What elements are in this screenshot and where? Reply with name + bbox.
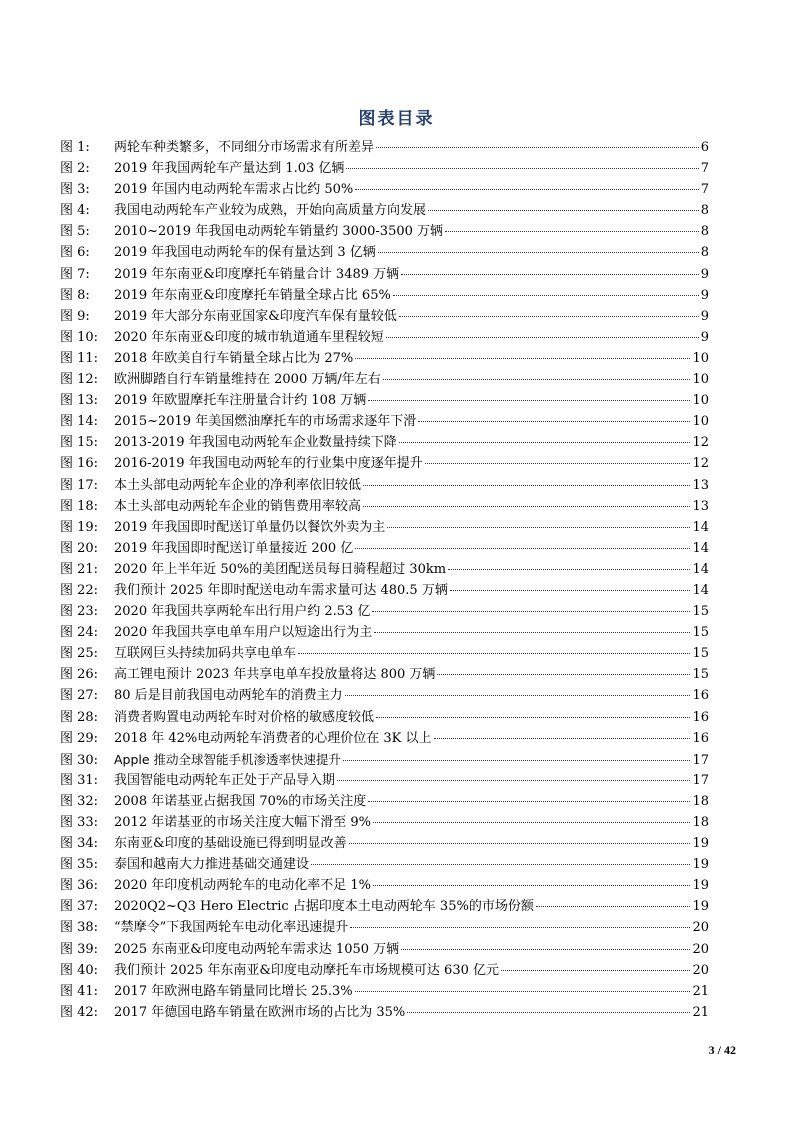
leader-dots bbox=[346, 168, 698, 169]
leader-dots bbox=[376, 717, 690, 718]
leader-dots bbox=[378, 252, 699, 253]
toc-entry[interactable] bbox=[60, 770, 709, 791]
figure-label: 图 39: bbox=[60, 941, 99, 957]
leader-dots bbox=[407, 1012, 690, 1013]
figure-label: 图 4: bbox=[60, 203, 90, 219]
page-ref[interactable]: 21 bbox=[692, 1004, 709, 1020]
leader-dots bbox=[401, 949, 690, 950]
leader-dots bbox=[536, 906, 691, 907]
figure-title[interactable]: 本土头部电动两轮车企业的净利率依旧较低 bbox=[114, 477, 362, 493]
figure-label: 图 37: bbox=[60, 899, 99, 915]
toc-entry[interactable] bbox=[60, 517, 709, 538]
page-ref[interactable]: 7 bbox=[700, 182, 709, 198]
page-ref[interactable]: 9 bbox=[700, 308, 709, 324]
figure-title[interactable]: 我们预计 2025 年即时配送电动车需求量可达 480.5 万辆 bbox=[114, 582, 448, 598]
figure-title[interactable]: 2019 年大部分东南亚国家&印度汽车保有量较低 bbox=[114, 308, 397, 324]
figure-label: 图 25: bbox=[60, 646, 99, 662]
page-ref[interactable]: 18 bbox=[692, 815, 709, 830]
leader-dots bbox=[368, 400, 690, 401]
toc-entry[interactable] bbox=[60, 728, 709, 749]
toc-entry[interactable] bbox=[60, 432, 709, 453]
figure-label: 图 29: bbox=[60, 730, 99, 746]
toc-entry[interactable] bbox=[60, 1002, 709, 1023]
figure-label: 图 30: bbox=[60, 752, 99, 768]
figure-title[interactable]: 80 后是目前我国电动两轮车的消费主力 bbox=[114, 688, 343, 704]
leader-dots bbox=[355, 548, 690, 549]
figure-title[interactable]: 2019 年我国电动两轮车的保有量达到 3 亿辆 bbox=[114, 245, 376, 261]
figure-title[interactable]: 2019 年东南亚&印度摩托车销量全球占比 65% bbox=[114, 287, 391, 303]
figure-title[interactable]: Apple 推动全球智能手机渗透率快速提升 bbox=[114, 751, 342, 767]
figure-title[interactable]: 我国电动两轮车产业较为成熟，开始向高质量方向发展 bbox=[114, 203, 427, 219]
leader-dots bbox=[373, 822, 690, 823]
figure-title[interactable]: 2020Q2~Q3 Hero Electric 占据印度本土电动两轮车 35%的市场份额 bbox=[114, 899, 534, 915]
page-ref[interactable]: 18 bbox=[692, 793, 709, 809]
figure-label: 图 7: bbox=[60, 266, 90, 282]
figure-title[interactable]: 2020 年上半年近 50%的美团配送员每日骑程超过 30km bbox=[114, 561, 447, 577]
figure-title[interactable]: 2018 年欧美自行车销量全球占比为 27% bbox=[114, 350, 354, 366]
leader-dots bbox=[448, 569, 690, 570]
page-number: 3 / 42 bbox=[708, 1043, 736, 1057]
figure-label: 图 20: bbox=[60, 540, 99, 556]
leader-dots bbox=[374, 632, 690, 633]
figure-label: 图 9: bbox=[60, 308, 90, 324]
page-ref[interactable]: 19 bbox=[692, 857, 709, 873]
page-ref[interactable]: 14 bbox=[692, 519, 709, 535]
figure-label: 图 1: bbox=[60, 140, 90, 155]
page-ref[interactable]: 20 bbox=[692, 920, 709, 936]
page-ref[interactable]: 14 bbox=[692, 540, 709, 556]
toc-entry[interactable] bbox=[60, 812, 709, 833]
page-ref[interactable]: 10 bbox=[692, 393, 709, 409]
leader-dots bbox=[345, 695, 691, 696]
toc-entry[interactable] bbox=[60, 685, 709, 706]
page-ref[interactable]: 10 bbox=[692, 350, 709, 366]
figure-label: 图 24: bbox=[60, 625, 99, 641]
leader-dots bbox=[368, 801, 690, 802]
page-ref[interactable]: 8 bbox=[700, 224, 709, 240]
figure-title[interactable]: “禁摩令”下我国两轮车电动化率迅速提升 bbox=[114, 920, 349, 936]
page-ref[interactable]: 9 bbox=[700, 287, 709, 303]
leader-dots bbox=[363, 485, 690, 486]
figure-title[interactable]: 2019 年我国即时配送订单量仍以餐饮外卖为主 bbox=[114, 519, 386, 535]
figure-label: 图 15: bbox=[60, 435, 99, 451]
leader-dots bbox=[383, 379, 691, 380]
toc-entry[interactable] bbox=[60, 179, 709, 200]
toc-entry[interactable] bbox=[60, 601, 709, 622]
toc-entry[interactable] bbox=[60, 622, 709, 643]
figure-list bbox=[60, 137, 709, 1023]
figure-title[interactable]: 东南亚&印度的基础设施已得到明显改善 bbox=[114, 836, 347, 852]
leader-dots bbox=[393, 295, 699, 296]
figure-label: 图 21: bbox=[60, 561, 99, 577]
figure-label: 图 38: bbox=[60, 920, 99, 936]
figure-title[interactable]: 本土头部电动两轮车企业的销售费用率较高 bbox=[114, 498, 362, 514]
toc-entry[interactable] bbox=[60, 158, 709, 179]
figure-label: 图 42: bbox=[60, 1004, 99, 1020]
leader-dots bbox=[311, 864, 690, 865]
figure-label: 图 36: bbox=[60, 878, 99, 894]
toc-entry[interactable] bbox=[60, 137, 709, 158]
figure-label: 图 35: bbox=[60, 857, 99, 873]
leader-dots bbox=[337, 780, 690, 781]
figure-label: 图 23: bbox=[60, 604, 99, 620]
figure-label: 图 5: bbox=[60, 224, 90, 240]
toc-entry[interactable] bbox=[60, 791, 709, 812]
page-title: 图表目录 bbox=[358, 109, 435, 129]
toc-entry[interactable] bbox=[60, 854, 709, 875]
figure-title[interactable]: 2025 东南亚&印度电动两轮车需求达 1050 万辆 bbox=[114, 941, 400, 957]
figure-label: 图 41: bbox=[60, 983, 99, 999]
leader-dots bbox=[450, 590, 691, 591]
leader-dots bbox=[372, 611, 690, 612]
leader-dots bbox=[355, 189, 698, 190]
page-ref[interactable]: 12 bbox=[692, 435, 709, 451]
figure-title[interactable]: 2020 年我国共享电单车用户以短途出行为主 bbox=[114, 625, 373, 641]
figure-title[interactable]: 2020 年印度机动两轮车的电动化率不足 1% bbox=[114, 878, 371, 894]
page-ref[interactable]: 20 bbox=[692, 941, 709, 957]
figure-title[interactable]: 2020 年我国共享两轮车出行用户约 2.53 亿 bbox=[114, 604, 371, 620]
page-ref[interactable]: 15 bbox=[692, 646, 709, 662]
figure-title[interactable]: 2015~2019 年美国燃油摩托车的市场需求逐年下滑 bbox=[114, 414, 417, 430]
toc-entry[interactable] bbox=[60, 917, 709, 938]
figure-title[interactable]: 2019 年我国两轮车产量达到 1.03 亿辆 bbox=[114, 161, 345, 177]
figure-label: 图 27: bbox=[60, 688, 99, 704]
leader-dots bbox=[386, 337, 699, 338]
toc-entry[interactable] bbox=[60, 538, 709, 559]
page-ref[interactable]: 15 bbox=[692, 625, 709, 641]
figure-title[interactable]: 2017 年德国电路车销量在欧洲市场的占比为 35% bbox=[114, 1004, 406, 1020]
leader-dots bbox=[350, 927, 690, 928]
page-ref[interactable]: 21 bbox=[692, 983, 709, 999]
figure-title[interactable]: 2016-2019 年我国电动两轮车的行业集中度逐年提升 bbox=[114, 456, 423, 472]
figure-title[interactable]: 泰国和越南大力推进基础交通建设 bbox=[114, 857, 310, 873]
page-ref[interactable]: 17 bbox=[692, 752, 709, 768]
figure-title[interactable]: 2008 年诺基亚占据我国 70%的市场关注度 bbox=[114, 793, 367, 809]
figure-label: 图 22: bbox=[60, 582, 99, 598]
leader-dots bbox=[437, 674, 690, 675]
figure-label: 图 17: bbox=[60, 477, 99, 493]
leader-dots bbox=[298, 653, 690, 654]
toc-entry[interactable] bbox=[60, 833, 709, 854]
page-ref[interactable]: 16 bbox=[692, 709, 709, 725]
leader-dots bbox=[387, 527, 690, 528]
figure-label: 图 16: bbox=[60, 456, 99, 472]
leader-dots bbox=[349, 843, 691, 844]
page-ref[interactable]: 12 bbox=[692, 456, 709, 472]
figure-label: 图 18: bbox=[60, 498, 99, 514]
toc-entry[interactable] bbox=[60, 390, 709, 411]
page-ref[interactable]: 6 bbox=[700, 140, 709, 155]
toc-entry[interactable] bbox=[60, 348, 709, 369]
figure-label: 图 8: bbox=[60, 287, 90, 303]
toc-entry[interactable] bbox=[60, 306, 709, 327]
page-ref[interactable]: 8 bbox=[700, 203, 709, 219]
toc-entry[interactable] bbox=[60, 475, 709, 496]
toc-entry[interactable] bbox=[60, 221, 709, 242]
figure-label: 图 14: bbox=[60, 414, 99, 430]
page-ref[interactable]: 13 bbox=[692, 498, 709, 514]
figure-label: 图 40: bbox=[60, 962, 99, 978]
toc-entry[interactable] bbox=[60, 896, 709, 917]
figure-label: 图 26: bbox=[60, 667, 99, 683]
toc-entry[interactable] bbox=[60, 981, 709, 1002]
figure-title[interactable]: 2010~2019 年我国电动两轮车销量约 3000-3500 万辆 bbox=[114, 224, 444, 240]
leader-dots bbox=[401, 274, 699, 275]
figure-title[interactable]: 2019 年东南亚&印度摩托车销量合计 3489 万辆 bbox=[114, 266, 400, 282]
page-ref[interactable]: 14 bbox=[692, 582, 709, 598]
page-ref[interactable]: 17 bbox=[692, 772, 709, 788]
toc-entry[interactable] bbox=[60, 200, 709, 221]
figure-label: 图 31: bbox=[60, 772, 99, 788]
figure-label: 图 28: bbox=[60, 709, 99, 725]
toc-entry[interactable] bbox=[60, 960, 709, 981]
page-ref[interactable]: 14 bbox=[692, 561, 709, 577]
figure-title[interactable]: 2019 年我国即时配送订单量接近 200 亿 bbox=[114, 540, 354, 556]
toc-entry[interactable] bbox=[60, 242, 709, 263]
toc-entry[interactable] bbox=[60, 264, 709, 285]
toc-entry[interactable] bbox=[60, 939, 709, 960]
leader-dots bbox=[445, 231, 699, 232]
figure-title[interactable]: 2019 年欧盟摩托车注册量合计约 108 万辆 bbox=[114, 393, 367, 409]
figure-label: 图 10: bbox=[60, 329, 99, 345]
page-ref[interactable]: 15 bbox=[692, 604, 709, 620]
page-ref[interactable]: 9 bbox=[700, 329, 709, 345]
figure-title[interactable]: 两轮车种类繁多，不同细分市场需求有所差异 bbox=[114, 140, 375, 155]
page-ref[interactable]: 20 bbox=[692, 962, 709, 978]
figure-label: 图 34: bbox=[60, 836, 99, 852]
figure-title[interactable]: 2013-2019 年我国电动两轮车企业数量持续下降 bbox=[114, 435, 397, 451]
page-ref[interactable]: 19 bbox=[692, 878, 709, 894]
figure-label: 图 12: bbox=[60, 372, 99, 388]
figure-label: 图 6: bbox=[60, 245, 90, 261]
leader-dots bbox=[376, 147, 699, 148]
figure-title[interactable]: 2012 年诺基亚的市场关注度大幅下滑至 9% bbox=[114, 815, 371, 830]
figure-title[interactable]: 欧洲脚踏自行车销量维持在 2000 万辆/年左右 bbox=[114, 372, 381, 388]
leader-dots bbox=[373, 885, 690, 886]
page-ref[interactable]: 16 bbox=[692, 688, 709, 704]
toc-entry[interactable] bbox=[60, 411, 709, 432]
page-ref[interactable]: 7 bbox=[700, 161, 709, 177]
toc-entry[interactable] bbox=[60, 643, 709, 664]
toc-entry[interactable] bbox=[60, 707, 709, 728]
leader-dots bbox=[343, 760, 690, 761]
page-ref[interactable]: 10 bbox=[692, 414, 709, 430]
figure-title[interactable]: 2017 年欧洲电路车销量同比增长 25.3% bbox=[114, 983, 353, 999]
figure-title[interactable]: 互联网巨头持续加码共享电单车 bbox=[114, 646, 297, 662]
leader-dots bbox=[434, 738, 691, 739]
figure-title[interactable]: 高工锂电预计 2023 年共享电单车投放量将达 800 万辆 bbox=[114, 667, 436, 683]
page-ref[interactable]: 10 bbox=[692, 372, 709, 388]
figure-label: 图 19: bbox=[60, 519, 99, 535]
toc-entry[interactable] bbox=[60, 664, 709, 685]
page-ref[interactable]: 16 bbox=[692, 730, 709, 746]
page-ref[interactable]: 19 bbox=[692, 899, 709, 915]
page-ref[interactable]: 15 bbox=[692, 667, 709, 683]
figure-label: 图 33: bbox=[60, 815, 99, 830]
toc-entry[interactable] bbox=[60, 327, 709, 348]
leader-dots bbox=[428, 210, 699, 211]
toc-entry[interactable] bbox=[60, 580, 709, 601]
toc-entry[interactable] bbox=[60, 559, 709, 580]
figure-label: 图 3: bbox=[60, 182, 90, 198]
figure-title[interactable]: 我国智能电动两轮车正处于产品导入期 bbox=[114, 772, 336, 788]
page-ref[interactable]: 9 bbox=[700, 266, 709, 282]
figure-label: 图 2: bbox=[60, 161, 90, 177]
leader-dots bbox=[399, 316, 699, 317]
leader-dots bbox=[363, 506, 690, 507]
figure-title[interactable]: 2019 年国内电动两轮车需求占比约 50% bbox=[114, 182, 354, 198]
leader-dots bbox=[418, 421, 690, 422]
toc-entry[interactable] bbox=[60, 875, 709, 896]
leader-dots bbox=[355, 358, 690, 359]
figure-label: 图 32: bbox=[60, 793, 99, 809]
figure-title[interactable]: 2018 年 42%电动两轮车消费者的心理价位在 3K 以上 bbox=[114, 730, 432, 746]
figure-title[interactable]: 我们预计 2025 年东南亚&印度电动摩托车市场规模可达 630 亿元 bbox=[114, 962, 499, 978]
toc-entry[interactable] bbox=[60, 453, 709, 474]
figure-label: 图 11: bbox=[60, 350, 99, 366]
leader-dots bbox=[355, 991, 691, 992]
toc-entry[interactable] bbox=[60, 749, 709, 770]
figure-label: 图 13: bbox=[60, 393, 99, 409]
page-ref[interactable]: 13 bbox=[692, 477, 709, 493]
leader-dots bbox=[501, 970, 690, 971]
toc-entry[interactable] bbox=[60, 496, 709, 517]
toc-entry[interactable] bbox=[60, 369, 709, 390]
figure-title[interactable]: 2020 年东南亚&印度的城市轨道通车里程较短 bbox=[114, 329, 384, 345]
toc-entry[interactable] bbox=[60, 285, 709, 306]
page-ref[interactable]: 19 bbox=[692, 836, 709, 852]
page-ref[interactable]: 8 bbox=[700, 245, 709, 261]
figure-title[interactable]: 消费者购置电动两轮车时对价格的敏感度较低 bbox=[114, 709, 375, 725]
leader-dots bbox=[399, 442, 691, 443]
leader-dots bbox=[425, 463, 691, 464]
